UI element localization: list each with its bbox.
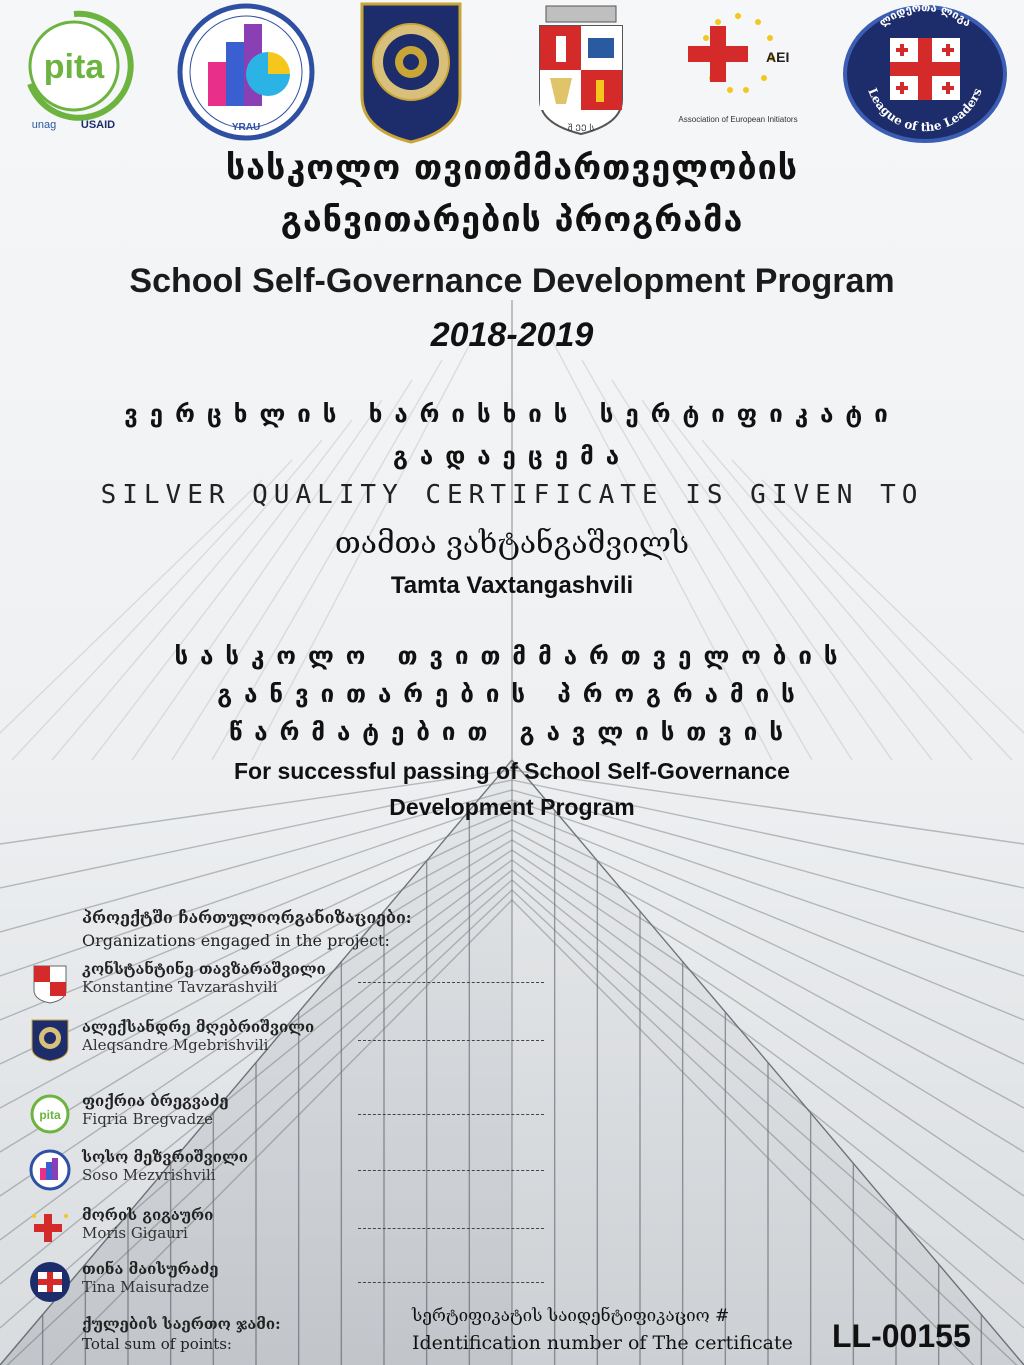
crest-text: შ ᲔᲔ ს (567, 124, 595, 134)
signatory-row (28, 1148, 588, 1196)
signatory-name-ka: თინა მაისურაძე (82, 1260, 219, 1278)
signature-line (358, 1228, 544, 1229)
purpose-en-line1: For successful passing of School Self-Governance (234, 758, 790, 784)
signatory-name-ka: ალექსანდრე მღებრიშვილი (82, 1018, 315, 1036)
signatory-name-ka: კონსტანტინე თავზარაშვილი (82, 960, 326, 978)
signatory-row (28, 1260, 588, 1308)
award-en: SILVER QUALITY CERTIFICATE IS GIVEN TO (100, 480, 924, 510)
league-en: League of the Leaders (865, 86, 985, 135)
league-of-leaders-logo (842, 4, 1008, 144)
yrau-logo (172, 2, 320, 142)
usaid-text: USAID (80, 119, 116, 131)
pita-logo (14, 4, 134, 134)
aei-code: AEI (766, 49, 790, 65)
signatory-row (28, 1206, 588, 1254)
signatory-name-en: Konstantine Tavzarashvili (82, 978, 278, 996)
recipient-name-en: Tamta Vaxtangashvili (390, 572, 634, 599)
certificate-id-label-ka: სერტიფიკატის საიდენტიფიკაციო # (412, 1306, 730, 1326)
award-ka-line1: ვერცხლის ხარისხის სერტიფიკატი (124, 400, 900, 428)
aei-name: Association of European Initiators (678, 115, 798, 124)
signatory-name-ka: ფიქრია ბრეგვაძე (82, 1092, 229, 1110)
signature-line (358, 1282, 544, 1283)
total-points-ka: ქულების საერთო ჯამი: (82, 1315, 281, 1333)
certificate-id-number: LL-00155 (832, 1318, 971, 1354)
yrau-icon (28, 1148, 72, 1192)
orgs-heading-ka: პროექტში ჩართულიორგანიზაციები: (82, 908, 412, 927)
title-en: School Self-Governance Development Program (129, 262, 895, 300)
pita-logo-text: pita (43, 48, 105, 86)
title-ka-line1: სასკოლო თვითმმართველობის (225, 148, 799, 188)
purpose-ka-line1: სასკოლო თვითმმართველობის (174, 642, 850, 670)
recipient-name-ka: თამთა ვახტანგაშვილს (334, 526, 690, 561)
yrau-text: YRAU (231, 122, 261, 133)
pita-icon (28, 1092, 72, 1136)
title-ka-line2: განვითარების პროგრამა (280, 200, 744, 240)
signatory-name-ka: სოსო მეზვრიშვილი (82, 1148, 248, 1166)
aei-icon (28, 1206, 72, 1250)
signatory-row (28, 960, 588, 1008)
program-year: 2018-2019 (430, 316, 594, 354)
signatory-name-en: Soso Mezvrishvili (82, 1166, 216, 1184)
academy-shield-icon (28, 1018, 72, 1062)
signatory-name-en: Aleqsandre Mgebrishvili (82, 1036, 269, 1054)
academy-shield-logo (356, 0, 466, 144)
award-ka-line2: გადაეცემა (392, 442, 632, 470)
total-points-en: Total sum of points: (82, 1335, 232, 1353)
svg-text:pita: pita (39, 1108, 61, 1122)
signatory-row (28, 1092, 588, 1140)
unag-text: unag (31, 119, 57, 131)
signature-line (358, 1040, 544, 1041)
signatory-name-en: Moris Gigauri (82, 1224, 188, 1242)
orgs-heading-en: Organizations engaged in the project: (82, 931, 390, 950)
signature-line (358, 1170, 544, 1171)
school-crest-icon (28, 960, 72, 1004)
signatory-row (28, 1018, 588, 1066)
school-crest-logo (526, 0, 636, 140)
signature-line (358, 1114, 544, 1115)
league-icon (28, 1260, 72, 1304)
certificate-id-label-en: Identification number of The certificate (412, 1332, 793, 1354)
signature-line (358, 982, 544, 983)
signatory-name-en: Tina Maisuradze (82, 1278, 210, 1296)
purpose-ka-line3: წარმატებით გავლისთვის (229, 718, 795, 746)
aei-logo (668, 6, 808, 136)
signatory-name-ka: მორის გიგაური (82, 1206, 214, 1224)
purpose-ka-line2: განვითარების პროგრამის (217, 680, 807, 708)
league-ka: ლიდერთა ლიგა (876, 4, 974, 30)
signatory-name-en: Fiqria Bregvadze (82, 1110, 213, 1128)
purpose-en-line2: Development Program (389, 794, 635, 820)
